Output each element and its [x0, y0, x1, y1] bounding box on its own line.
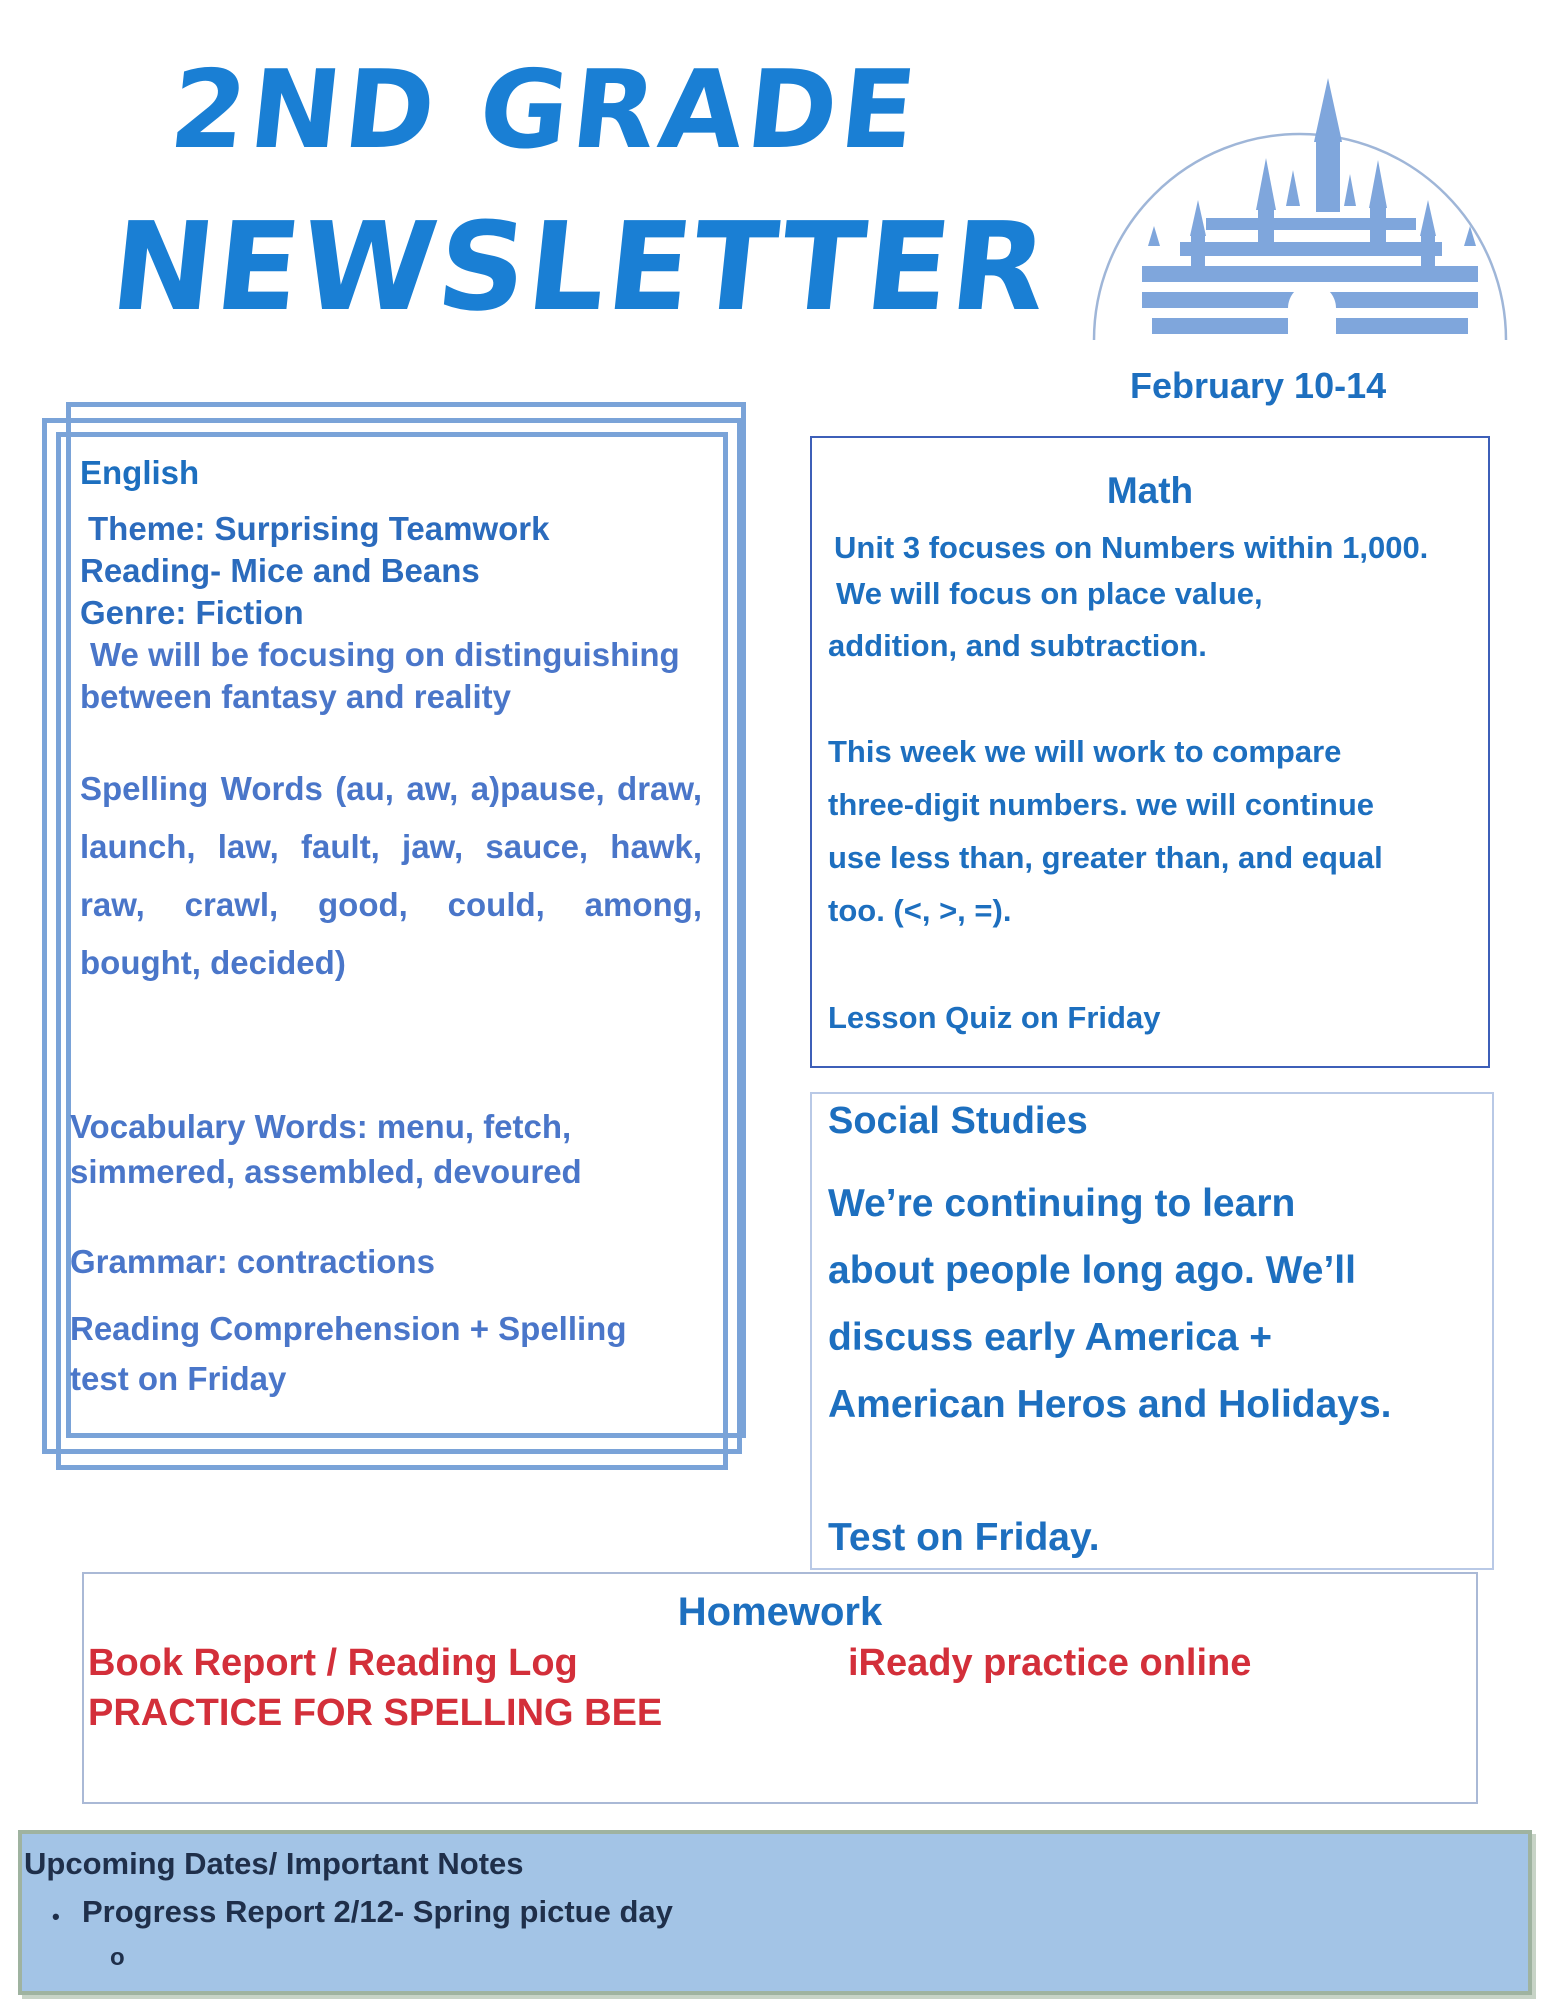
castle-logo-icon: [1088, 50, 1513, 355]
upcoming-heading: Upcoming Dates/ Important Notes: [24, 1846, 524, 1881]
math-line2: We will focus on place value,: [836, 576, 1263, 611]
english-focus-line1: We will be focusing on distinguishing: [90, 636, 680, 673]
social-test: Test on Friday.: [828, 1516, 1100, 1559]
math-line1: Unit 3 focuses on Numbers within 1,000.: [834, 530, 1429, 565]
newsletter-title-line1: 2ND GRADE: [164, 48, 926, 173]
math-line7: too. (<, >, =).: [828, 893, 1012, 928]
math-heading: Math: [1106, 470, 1194, 511]
castle-main-tower: [1316, 142, 1340, 212]
math-quiz: Lesson Quiz on Friday: [828, 1000, 1161, 1035]
social-line1: We’re continuing to learn: [828, 1182, 1296, 1225]
social-line2: about people long ago. We’ll: [828, 1249, 1356, 1292]
newsletter-date: February 10-14: [1130, 365, 1387, 406]
english-focus-line2: between fantasy and reality: [80, 678, 511, 715]
english-test-line2: test on Friday: [70, 1360, 287, 1397]
english-grammar: Grammar: contractions: [70, 1243, 435, 1280]
bullet-icon: •: [52, 1904, 60, 1929]
sub-bullet-icon: o: [110, 1944, 125, 1971]
math-line5: three-digit numbers. we will continue: [828, 787, 1374, 822]
math-line3: addition, and subtraction.: [828, 628, 1207, 663]
english-test-line1: Reading Comprehension + Spelling: [70, 1310, 627, 1347]
english-heading: English: [80, 454, 200, 491]
social-line3: discuss early America +: [828, 1316, 1273, 1359]
homework-item-book-report: Book Report / Reading Log: [88, 1642, 578, 1684]
math-line4: This week we will work to compare: [828, 734, 1342, 769]
homework-item-spelling-bee: PRACTICE FOR SPELLING BEE: [88, 1692, 663, 1734]
newsletter-title-line2: NEWSLETTER: [104, 196, 1056, 338]
homework-heading: Homework: [677, 1590, 883, 1634]
english-vocab-line2: simmered, assembled, devoured: [70, 1153, 582, 1190]
math-line6: use less than, greater than, and equal: [828, 840, 1383, 875]
upcoming-item-progress-report: Progress Report 2/12- Spring pictue day: [82, 1894, 673, 1929]
castle-main-spire: [1314, 78, 1342, 142]
english-theme: Theme: Surprising Teamwork: [88, 510, 550, 547]
english-spelling-words: Spelling Words (au, aw, a)pause, draw, launch, law, fault, jaw, sauce, hawk, raw, crawl, good, could, among, bought, decided): [80, 770, 702, 981]
social-heading: Social Studies: [828, 1100, 1088, 1142]
english-vocab-line1: Vocabulary Words: menu, fetch,: [70, 1108, 572, 1145]
social-line4: American Heros and Holidays.: [828, 1383, 1392, 1426]
homework-item-iready: iReady practice online: [848, 1642, 1252, 1684]
english-genre: Genre: Fiction: [80, 594, 304, 631]
english-reading: Reading- Mice and Beans: [80, 552, 480, 589]
